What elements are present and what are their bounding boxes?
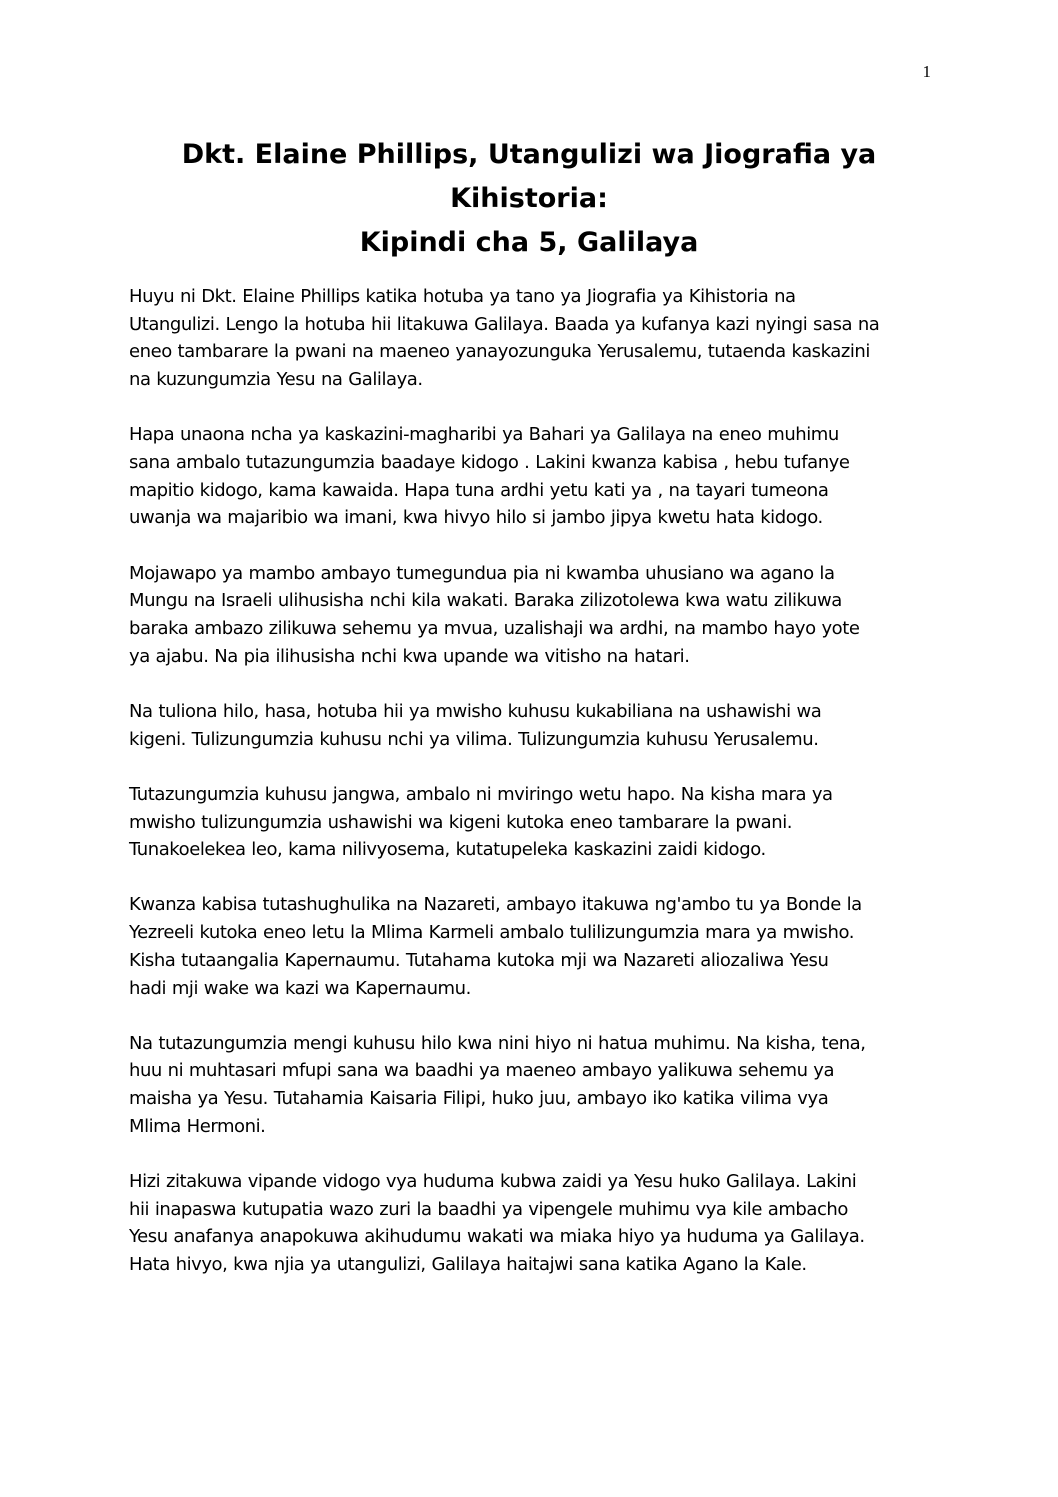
text-line: Hizi zitakuwa vipande vidogo vya huduma kubwa zaidi ya Yesu huko Galilaya. Lakini (129, 1171, 857, 1193)
text-line: Mojawapo ya mambo ambayo tumegundua pia ni kwamba uhusiano wa agano la (129, 562, 835, 584)
text-line: hadi mji wake wa kazi wa Kapernaumu. (129, 977, 471, 999)
text-line: mapitio kidogo, kama kawaida. Hapa tuna ardhi yetu kati ya , na tayari tumeona (129, 479, 829, 501)
title-line: Dkt. Elaine Phillips, Utangulizi wa Jiografia ya (181, 139, 877, 170)
text-line: Kwanza kabisa tutashughulika na Nazareti, ambayo itakuwa ng'ambo tu ya Bonde la (129, 894, 862, 916)
text-line: kigeni. Tulizungumzia kuhusu nchi ya vilima. Tulizungumzia kuhusu Yerusalemu. (129, 728, 819, 750)
paragraph (129, 891, 949, 1002)
paragraph (129, 1168, 949, 1279)
text-line: maisha ya Yesu. Tutahamia Kaisaria Filipi, huko juu, ambayo iko katika vilima vya (129, 1088, 829, 1110)
text-line: Huyu ni Dkt. Elaine Phillips katika hotuba ya tano ya Jiografia ya Kihistoria na (129, 286, 796, 307)
text-line: uwanja wa majaribio wa imani, kwa hivyo hilo si jambo jipya kwetu hata kidogo. (129, 507, 823, 529)
text-line: ya ajabu. Na pia ilihusisha nchi kwa upande wa vitisho na hatari. (129, 645, 690, 667)
paragraph (129, 698, 949, 753)
paragraph (129, 421, 949, 532)
text-line: Mungu na Israeli ulihusisha nchi kila wakati. Baraka zilizotolewa kwa watu zilikuwa (129, 590, 842, 612)
text-line: sana ambalo tutazungumzia baadaye kidogo . Lakini kwanza kabisa , hebu tufanye (129, 452, 850, 474)
text-line: Yesu anafanya anapokuwa akihudumu wakati wa miaka hiyo ya huduma ya Galilaya. (129, 1226, 865, 1248)
text-line: Utangulizi. Lengo la hotuba hii litakuwa Galilaya. Baada ya kufanya kazi nyingi sasa na (129, 313, 880, 335)
text-line: Yezreeli kutoka eneo letu la Mlima Karmeli ambalo tulilizungumzia mara ya mwisho. (129, 922, 854, 944)
text-line: na kuzungumzia Yesu na Galilaya. (129, 369, 423, 391)
paragraph (129, 1030, 949, 1141)
text-line: Tunakoelekea leo, kama nilivyosema, kutatupeleka kaskazini zaidi kidogo. (129, 839, 766, 861)
text-line: Hapa unaona ncha ya kaskazini-magharibi ya Bahari ya Galilaya na eneo muhimu (129, 424, 839, 446)
text-line: Kisha tutaangalia Kapernaumu. Tutahama kutoka mji wa Nazareti aliozaliwa Yesu (129, 949, 829, 971)
paragraph (129, 781, 949, 864)
text-line: hii inapaswa kutupatia wazo zuri la baadhi ya vipengele muhimu vya kile ambacho (129, 1198, 848, 1220)
paragraph (129, 560, 949, 671)
text-line: Mlima Hermoni. (129, 1115, 266, 1137)
text-line: baraka ambazo zilikuwa sehemu ya mvua, uzalishaji wa ardhi, na mambo hayo yote (129, 618, 860, 640)
document-body (129, 283, 949, 1306)
document-title (128, 133, 930, 265)
text-line: huu ni muhtasari mfupi sana wa baadhi ya maeneo ambayo yalikuwa sehemu ya (129, 1060, 835, 1082)
text-line: Na tuliona hilo, hasa, hotuba hii ya mwisho kuhusu kukabiliana na ushawishi wa (129, 700, 822, 722)
text-line: mwisho tulizungumzia ushawishi wa kigeni kutoka eneo tambarare la pwani. (129, 811, 793, 833)
page-number: 1 (922, 62, 931, 81)
title-line: Kipindi cha 5, Galilaya (359, 227, 699, 258)
text-line: Tutazungumzia kuhusu jangwa, ambalo ni mviringo wetu hapo. Na kisha mara ya (129, 783, 833, 805)
text-line: Hata hivyo, kwa njia ya utangulizi, Galilaya haitajwi sana katika Agano la Kale. (129, 1254, 807, 1276)
paragraph (129, 283, 949, 394)
text-line: Na tutazungumzia mengi kuhusu hilo kwa nini hiyo ni hatua muhimu. Na kisha, tena, (129, 1032, 866, 1054)
title-line: Kihistoria: (450, 183, 608, 214)
text-line: eneo tambarare la pwani na maeneo yanayozunguka Yerusalemu, tutaenda kaskazini (129, 341, 870, 363)
